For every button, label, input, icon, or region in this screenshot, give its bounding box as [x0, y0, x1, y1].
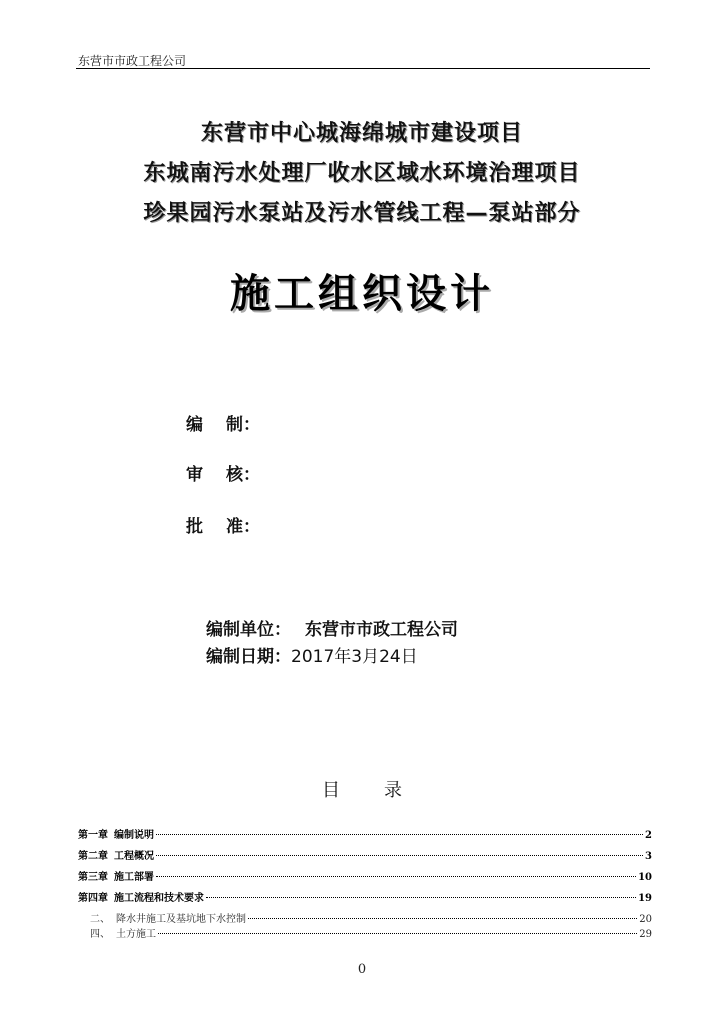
toc-dot-leader — [206, 897, 636, 898]
compile-signature-row — [186, 410, 260, 435]
toc-dot-leader — [156, 876, 636, 877]
toc-entry-number: 第二章 — [78, 851, 108, 862]
compile-unit-label: 编制单位： — [206, 620, 291, 640]
compile-unit-row — [206, 615, 458, 640]
toc-entry-page: 10 — [638, 872, 652, 883]
toc-entry[interactable] — [78, 910, 652, 925]
toc-entry[interactable] — [78, 826, 652, 847]
compile-date-row — [206, 642, 418, 667]
toc-entry-page: 29 — [639, 929, 652, 940]
page-number: 0 — [357, 962, 367, 977]
header-divider — [76, 68, 650, 69]
approve-label-second: 准： — [226, 517, 260, 537]
toc-title-second: 录 — [384, 780, 402, 801]
header-company: 东营市市政工程公司 — [78, 54, 187, 68]
toc-entry[interactable] — [78, 847, 652, 868]
toc-entry-number: 第一章 — [78, 830, 108, 841]
toc-entry-title: 施工部署 — [114, 872, 154, 883]
toc-dot-leader — [156, 834, 643, 835]
compile-label-second: 制： — [226, 415, 260, 435]
approve-signature-row — [186, 512, 260, 537]
toc-entry[interactable] — [78, 889, 652, 910]
toc-entry-page: 19 — [638, 893, 652, 904]
toc-dot-leader — [248, 918, 637, 919]
toc-entry-title: 降水井施工及基坑地下水控制 — [116, 914, 246, 925]
project-title-line-1: 东营市中心城海绵城市建设项目 — [200, 121, 523, 146]
table-of-contents — [78, 826, 652, 940]
toc-entry-page: 20 — [639, 914, 652, 925]
toc-entry-title: 编制说明 — [114, 830, 154, 841]
toc-dot-leader — [158, 933, 637, 934]
toc-entry-number: 四、 — [90, 929, 110, 940]
project-title-line-3: 珍果园污水泵站及污水管线工程—泵站部分 — [143, 201, 581, 226]
toc-entry[interactable] — [78, 868, 652, 889]
toc-entry-number: 第四章 — [78, 893, 108, 904]
toc-title — [0, 776, 724, 802]
review-signature-row — [186, 460, 260, 485]
review-label-second: 核： — [226, 465, 260, 485]
project-title-line-2: 东城南污水处理厂收水区域水环境治理项目 — [143, 161, 581, 186]
toc-entry-number: 二、 — [90, 914, 110, 925]
toc-entry[interactable] — [78, 925, 652, 940]
document-title: 施工组织设计 — [230, 270, 494, 317]
toc-title-first: 目 — [322, 780, 340, 801]
toc-dot-leader — [156, 855, 643, 856]
compile-date-label: 编制日期： — [206, 647, 291, 667]
compile-label-first: 编 — [186, 415, 203, 435]
toc-entry-title: 施工流程和技术要求 — [114, 893, 204, 904]
compile-date-value: 2017年3月24日 — [291, 647, 418, 667]
compile-unit-value: 东营市市政工程公司 — [305, 620, 458, 640]
toc-entry-title: 工程概况 — [114, 851, 154, 862]
toc-entry-number: 第三章 — [78, 872, 108, 883]
toc-entry-title: 土方施工 — [116, 929, 156, 940]
approve-label-first: 批 — [186, 517, 203, 537]
toc-entry-page: 3 — [645, 851, 652, 862]
toc-entry-page: 2 — [645, 830, 652, 841]
review-label-first: 审 — [186, 465, 203, 485]
